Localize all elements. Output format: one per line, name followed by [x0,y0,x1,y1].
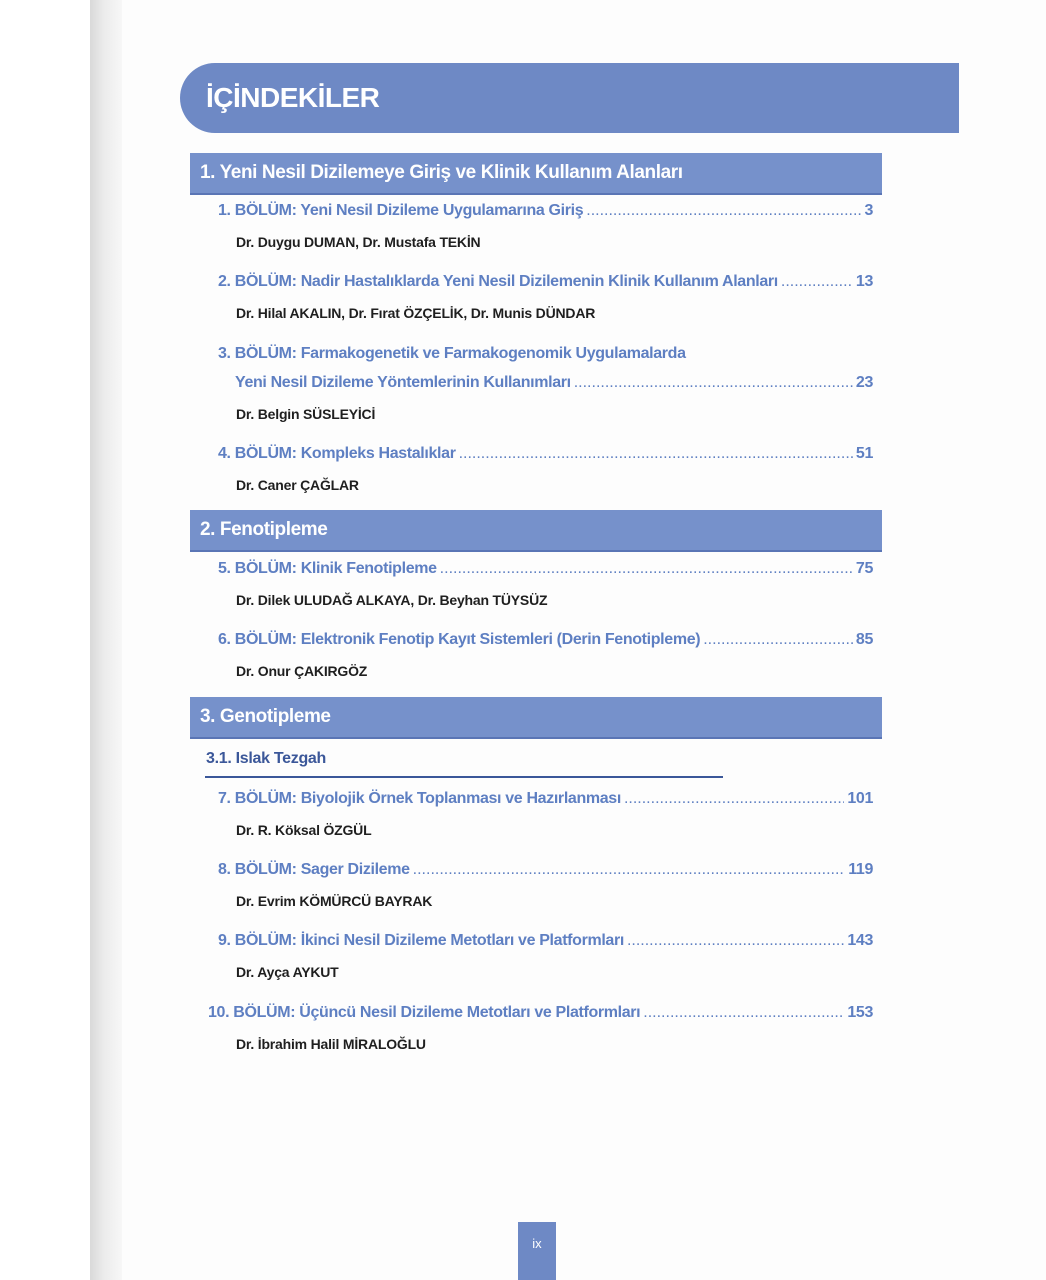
entry-authors: Dr. Ayça AYKUT [236,964,339,980]
entry-authors: Dr. Belgin SÜSLEYİCİ [236,406,376,422]
entry-title-line [218,790,873,819]
entry-authors: Dr. Duygu DUMAN, Dr. Mustafa TEKİN [236,234,481,250]
dot-leader [643,1004,844,1022]
entry-title-line [218,631,873,660]
section-header-3 [190,697,882,739]
toc-entry-7[interactable] [218,790,873,841]
entry-title-line [218,345,873,374]
toc-entry-9[interactable] [218,932,873,983]
entry-page-number: 101 [847,790,873,807]
entry-page-number: 153 [847,1004,873,1021]
toc-entry-10[interactable] [208,1004,873,1055]
entry-page-number: 3 [864,202,873,219]
toc-entry-4[interactable] [218,445,873,496]
page-number-tab [518,1222,556,1280]
entry-title: 4. BÖLÜM: Kompleks Hastalıklar [218,445,456,462]
entry-page-number: 51 [855,445,873,462]
book-spine [0,0,90,1280]
entry-title: 1. BÖLÜM: Yeni Nesil Dizileme Uygulamarına Giriş [218,202,584,219]
entry-title-line [218,445,873,474]
dot-leader [627,932,844,950]
page-title: İÇİNDEKİLER [206,82,380,113]
entry-title-line [208,1004,873,1033]
dot-leader [624,790,844,808]
toc-entry-5[interactable] [218,560,873,611]
dot-leader [459,445,853,463]
section-title: 3. Genotipleme [200,706,331,727]
entry-title-line [218,932,873,961]
entry-page-number: 143 [847,932,873,949]
entry-title-line [218,202,873,231]
section-header-2 [190,510,882,552]
section-header-1 [190,153,882,195]
entry-page-number: 119 [848,861,873,878]
section-title: 1. Yeni Nesil Dizilemeye Giriş ve Klinik Kullanım Alanları [200,162,683,183]
entry-title: 2. BÖLÜM: Nadir Hastalıklarda Yeni Nesil Dizilemenin Klinik Kullanım Alanları [218,273,778,290]
dot-leader [574,374,853,392]
toc-entry-3[interactable] [218,345,873,425]
entry-title-cont: Yeni Nesil Dizileme Yöntemlerinin Kullanımları [235,374,571,391]
entry-page-number: 23 [855,374,873,391]
entry-authors: Dr. Hilal AKALIN, Dr. Fırat ÖZÇELİK, Dr. Munis DÜNDAR [236,305,596,321]
entry-title: 8. BÖLÜM: Sager Dizileme [218,861,410,878]
toc-entry-1[interactable] [218,202,873,253]
subsection-rule [205,776,723,778]
entry-authors: Dr. Evrim KÖMÜRCÜ BAYRAK [236,893,433,909]
entry-title: 10. BÖLÜM: Üçüncü Nesil Dizileme Metotları ve Platformları [208,1004,641,1021]
subsection-title: 3.1. Islak Tezgah [206,750,326,767]
dot-leader [440,560,853,578]
entry-authors: Dr. İbrahim Halil MİRALOĞLU [236,1036,426,1052]
dot-leader [413,861,846,879]
entry-title-line [218,560,873,589]
entry-title-continuation [218,374,873,403]
entry-title: 3. BÖLÜM: Farmakogenetik ve Farmakogenomik Uygulamalarda [218,345,686,362]
dot-leader [703,631,853,649]
toc-entry-8[interactable] [218,861,873,912]
page-number: ix [532,1236,542,1251]
entry-page-number: 85 [855,631,873,648]
entry-title-line [218,861,873,890]
dot-leader [586,202,861,220]
page-gutter-shadow [90,0,122,1280]
entry-authors: Dr. Caner ÇAĞLAR [236,477,359,493]
toc-entry-2[interactable] [218,273,873,324]
entry-page-number: 13 [855,273,873,290]
toc-entry-6[interactable] [218,631,873,682]
entry-title: 9. BÖLÜM: İkinci Nesil Dizileme Metotları ve Platformları [218,932,624,949]
entry-authors: Dr. Onur ÇAKIRGÖZ [236,663,368,679]
entry-page-number: 75 [855,560,873,577]
entry-authors: Dr. R. Köksal ÖZGÜL [236,822,372,838]
entry-title: 5. BÖLÜM: Klinik Fenotipleme [218,560,437,577]
section-title: 2. Fenotipleme [200,519,328,540]
entry-title: 7. BÖLÜM: Biyolojik Örnek Toplanması ve Hazırlanması [218,790,621,807]
entry-title: 6. BÖLÜM: Elektronik Fenotip Kayıt Sistemleri (Derin Fenotipleme) [218,631,701,648]
entry-authors: Dr. Dilek ULUDAĞ ALKAYA, Dr. Beyhan TÜYSÜZ [236,592,548,608]
dot-leader [781,273,853,291]
entry-title-line [218,273,873,302]
